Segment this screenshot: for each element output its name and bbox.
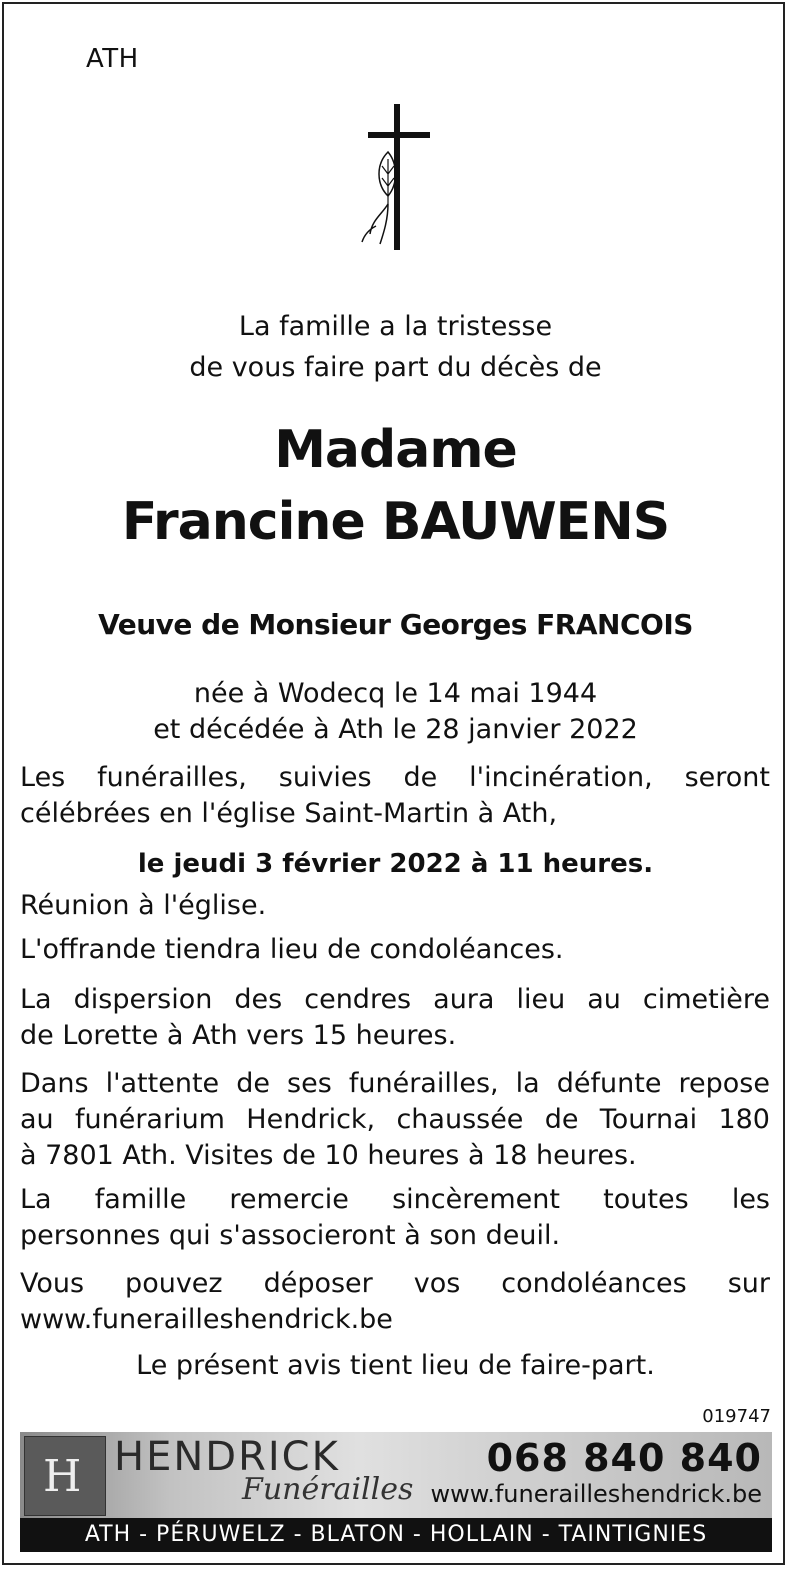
closing-line: Le présent avis tient lieu de faire-part. <box>136 1350 655 1381</box>
funeral-line-2: célébrées en l'église Saint-Martin à Ath, <box>20 798 558 829</box>
funeral-home-banner <box>20 1432 772 1518</box>
ashes-line-1: La dispersion des cendres aura lieu au cimetière <box>20 984 770 1015</box>
condolences-link[interactable]: www.funerailleshendrick.be <box>20 1304 393 1335</box>
death-line: et décédée à Ath le 28 janvier 2022 <box>153 714 638 745</box>
rest-paragraph <box>20 1066 770 1174</box>
funeral-line-1: Les funérailles, suivies de l'incinération, seront <box>20 762 770 793</box>
intro-line-2: de vous faire part du décès de <box>189 352 602 383</box>
thanks-line-2: personnes qui s'associeront à son deuil. <box>20 1220 561 1251</box>
deceased-name: Francine BAUWENS <box>121 492 670 552</box>
thanks-paragraph <box>20 1182 770 1254</box>
rest-line-3: à 7801 Ath. Visites de 10 heures à 18 heures. <box>20 1140 637 1171</box>
intro-text <box>0 306 791 388</box>
phone-number[interactable]: 068 840 840 <box>486 1436 762 1480</box>
reference-number: 019747 <box>702 1406 771 1427</box>
hendrick-logo <box>24 1436 106 1516</box>
intro-line-1: La famille a la tristesse <box>238 311 553 342</box>
ashes-line-2: de Lorette à Ath vers 15 heures. <box>20 1020 457 1051</box>
deceased-name-block <box>0 414 791 558</box>
offering-paragraph: L'offrande tiendra lieu de condoléances. <box>20 934 564 965</box>
brand-subtitle: Funérailles <box>242 1472 414 1507</box>
condolences-paragraph <box>20 1266 770 1338</box>
website-link[interactable]: www.funerailleshendrick.be <box>430 1480 762 1508</box>
logo-letter: H <box>43 1451 82 1502</box>
dates-block <box>0 676 791 748</box>
funeral-date: le jeudi 3 février 2022 à 11 heures. <box>137 849 654 879</box>
thanks-line-1: La famille remercie sincèrement toutes les <box>20 1184 770 1215</box>
rest-line-1: Dans l'attente de ses funérailles, la défunte repose <box>20 1068 770 1099</box>
condolences-line-1: Vous pouvez déposer vos condoléances sur <box>20 1268 770 1299</box>
brand-name: HENDRICK <box>114 1434 340 1480</box>
funeral-paragraph <box>20 760 770 832</box>
spouse-line: Veuve de Monsieur Georges FRANCOIS <box>98 608 693 641</box>
cross-icon <box>358 104 434 250</box>
ashes-paragraph <box>20 982 770 1054</box>
meeting-paragraph: Réunion à l'église. <box>20 890 267 921</box>
deceased-title: Madame <box>274 420 517 480</box>
rest-line-2: au funérarium Hendrick, chaussée de Tournai 180 <box>20 1104 770 1135</box>
birth-line: née à Wodecq le 14 mai 1944 <box>193 678 598 709</box>
locations-bar: ATH - PÉRUWELZ - BLATON - HOLLAIN - TAINTIGNIES <box>20 1518 772 1552</box>
city-label: ATH <box>86 44 139 74</box>
